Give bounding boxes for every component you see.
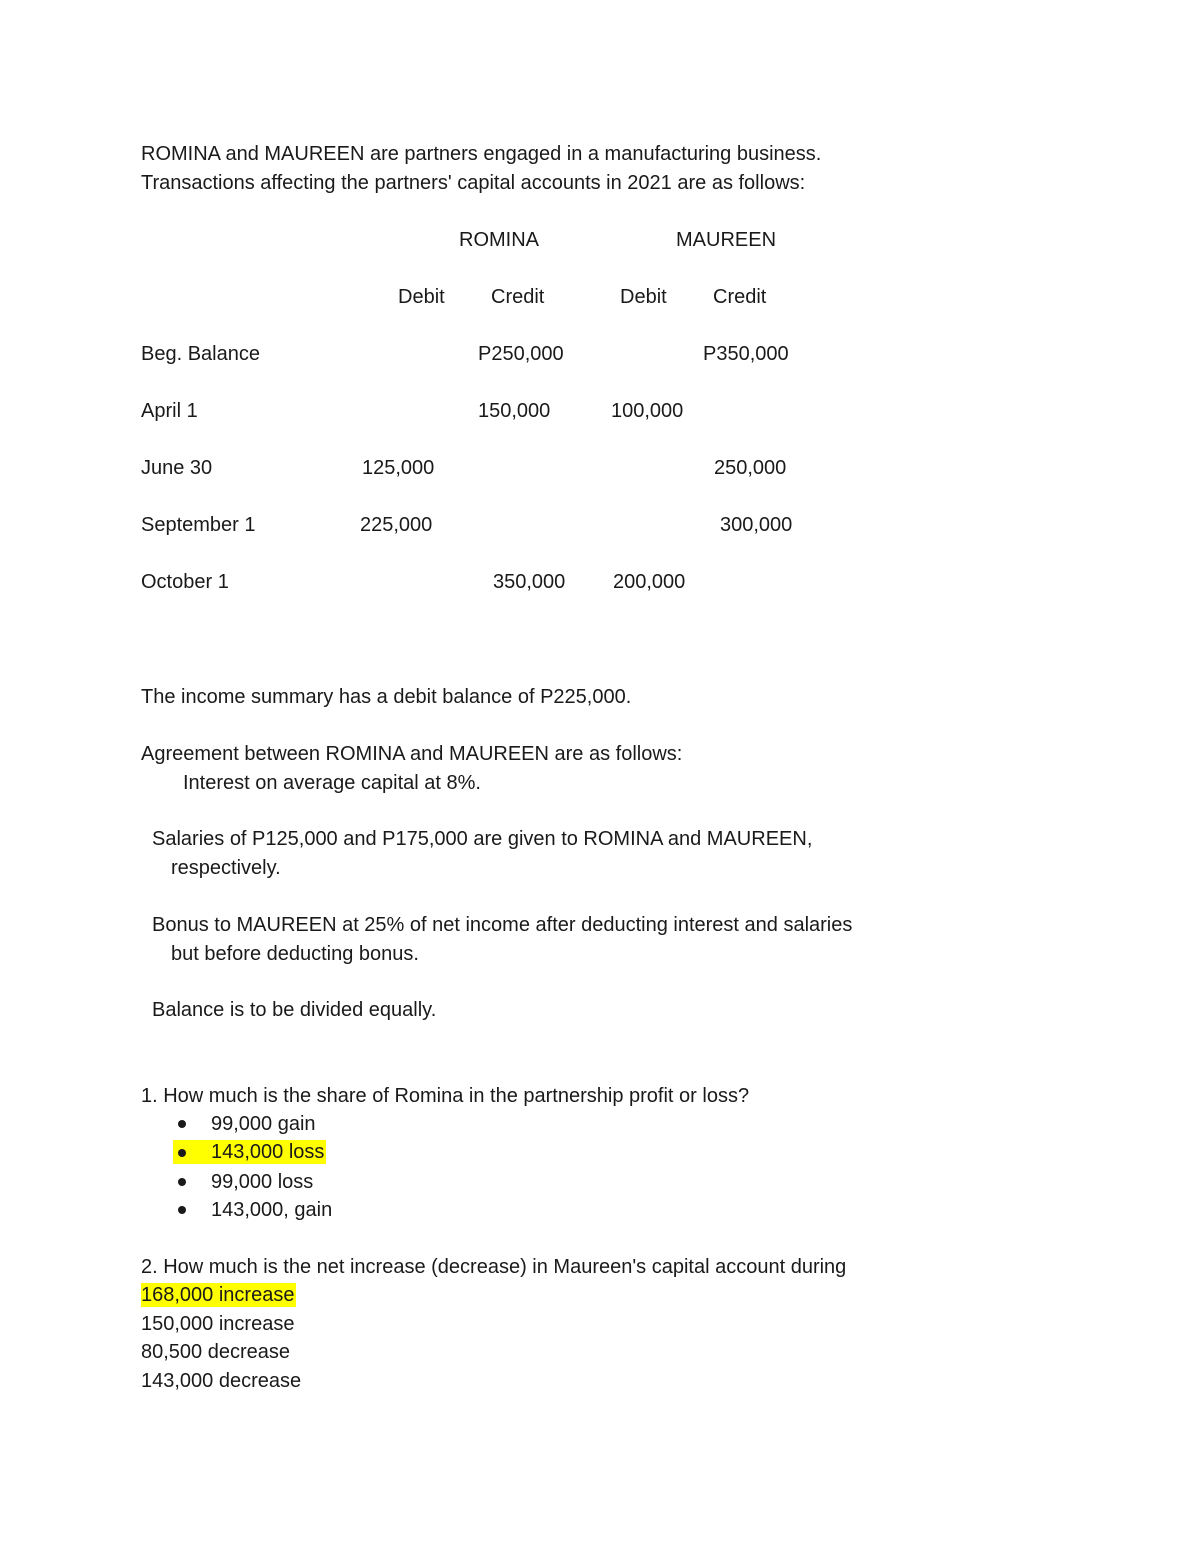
column-header-romina-credit: Credit <box>491 286 545 308</box>
answer-option: 99,000 loss <box>211 1171 314 1193</box>
romina-debit-cell: 225,000 <box>360 514 433 536</box>
bonus-term-line-2: but before deducting bonus. <box>171 943 419 965</box>
bullet-icon <box>178 1149 186 1157</box>
balance-term: Balance is to be divided equally. <box>152 999 437 1021</box>
row-label: April 1 <box>141 400 198 422</box>
question-text: 2. How much is the net increase (decrease) in Maureen's capital account during <box>141 1256 847 1278</box>
bullet-icon <box>178 1206 186 1214</box>
row-label: October 1 <box>141 571 229 593</box>
maureen-credit-cell: 300,000 <box>720 514 793 536</box>
maureen-credit-cell: P350,000 <box>703 343 789 365</box>
bullet-icon <box>178 1178 186 1186</box>
answer-option: 143,000 decrease <box>141 1370 302 1392</box>
intro-line-2: Transactions affecting the partners' capital accounts in 2021 are as follows: <box>141 172 806 194</box>
romina-debit-cell: 125,000 <box>362 457 435 479</box>
bonus-term-line-1: Bonus to MAUREEN at 25% of net income after deducting interest and salaries <box>152 914 853 936</box>
row-label: Beg. Balance <box>141 343 260 365</box>
agreement-heading: Agreement between ROMINA and MAUREEN are as follows: <box>141 743 683 765</box>
interest-term: Interest on average capital at 8%. <box>183 772 481 794</box>
partner-header-maureen: MAUREEN <box>676 229 777 251</box>
romina-credit-cell: 350,000 <box>493 571 566 593</box>
salaries-term-line-1: Salaries of P125,000 and P175,000 are given to ROMINA and MAUREEN, <box>152 828 813 850</box>
partner-header-romina: ROMINA <box>459 229 539 251</box>
answer-option: 150,000 increase <box>141 1313 295 1335</box>
answer-option: 143,000, gain <box>211 1199 333 1221</box>
maureen-debit-cell: 200,000 <box>613 571 686 593</box>
romina-credit-cell: P250,000 <box>478 343 564 365</box>
bullet-icon <box>178 1120 186 1128</box>
row-label: June 30 <box>141 457 213 479</box>
intro-line-1: ROMINA and MAUREEN are partners engaged in a manufacturing business. <box>141 143 822 165</box>
answer-option: 80,500 decrease <box>141 1341 291 1363</box>
answer-option: 99,000 gain <box>211 1113 316 1135</box>
answer-option-highlighted: 168,000 increase <box>141 1284 295 1306</box>
column-header-romina-debit: Debit <box>398 286 445 308</box>
salaries-term-line-2: respectively. <box>171 857 281 879</box>
question-text: 1. How much is the share of Romina in the partnership profit or loss? <box>141 1085 750 1107</box>
column-header-maureen-debit: Debit <box>620 286 667 308</box>
income-summary: The income summary has a debit balance of P225,000. <box>141 686 632 708</box>
romina-credit-cell: 150,000 <box>478 400 551 422</box>
maureen-debit-cell: 100,000 <box>611 400 684 422</box>
column-header-maureen-credit: Credit <box>713 286 767 308</box>
row-label: September 1 <box>141 514 256 536</box>
answer-option-highlighted: 143,000 loss <box>173 1140 326 1164</box>
maureen-credit-cell: 250,000 <box>714 457 787 479</box>
